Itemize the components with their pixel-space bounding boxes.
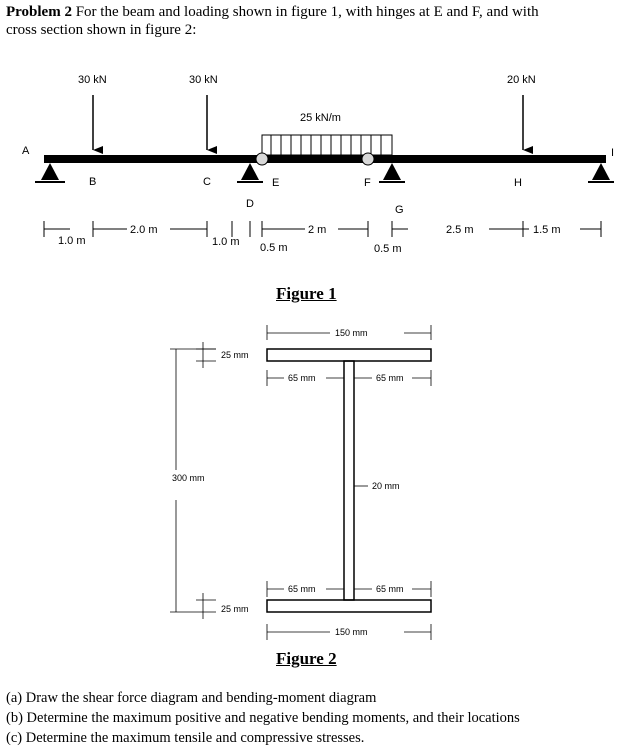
sec-label-web: 20 mm (372, 481, 400, 491)
question-a: (a) Draw the shear force diagram and bending-moment diagram (6, 690, 377, 706)
bottom-flange (267, 600, 431, 612)
dim-label-1: 1.0 m (58, 235, 86, 247)
top-flange (267, 349, 431, 361)
sec-label-bot-width: 150 mm (335, 627, 368, 637)
point-label-f: F (364, 177, 371, 189)
dim-label-5: 2 m (308, 224, 327, 236)
figure1-caption: Figure 1 (276, 284, 337, 303)
load-label-p2: 30 kN (189, 74, 218, 86)
question-c: (c) Determine the maximum tensile and compressive stresses. (6, 730, 365, 746)
dim-label-7: 2.5 m (446, 224, 474, 236)
dim-label-8: 1.5 m (533, 224, 561, 236)
sec-label-bot-right: 65 mm (376, 584, 404, 594)
point-label-a: A (22, 145, 30, 157)
problem-text-line2: cross section shown in figure 2: (6, 22, 197, 38)
figure2-caption: Figure 2 (276, 649, 337, 668)
point-label-i: I (611, 147, 615, 159)
web (344, 361, 354, 600)
sec-label-top-left: 65 mm (288, 373, 316, 383)
udl-label: 25 kN/m (300, 112, 341, 124)
problem-label: Problem 2 (6, 4, 72, 20)
point-label-g: G (395, 204, 404, 216)
sec-label-top-right: 65 mm (376, 373, 404, 383)
point-label-d: D (246, 198, 254, 210)
load-label-p1: 30 kN (78, 74, 107, 86)
sec-label-depth: 300 mm (172, 473, 205, 483)
dim-label-3: 1.0 m (212, 236, 240, 248)
dim-label-4: 0.5 m (260, 242, 288, 254)
question-b: (b) Determine the maximum positive and negative bending moments, and their locations (6, 710, 520, 726)
sec-label-top-thk: 25 mm (221, 350, 249, 360)
point-label-h: H (514, 177, 522, 189)
point-label-e: E (272, 177, 280, 189)
point-label-c: C (203, 176, 211, 188)
load-label-p3: 20 kN (507, 74, 536, 86)
sec-label-bot-left: 65 mm (288, 584, 316, 594)
point-label-b: B (89, 176, 97, 188)
problem-text: For the beam and loading shown in figure 1, with hinges at E and F, and with (75, 4, 539, 20)
dim-label-2: 2.0 m (130, 224, 158, 236)
sec-label-top-width: 150 mm (335, 328, 368, 338)
sec-label-bot-thk: 25 mm (221, 604, 249, 614)
dim-label-6: 0.5 m (374, 243, 402, 255)
